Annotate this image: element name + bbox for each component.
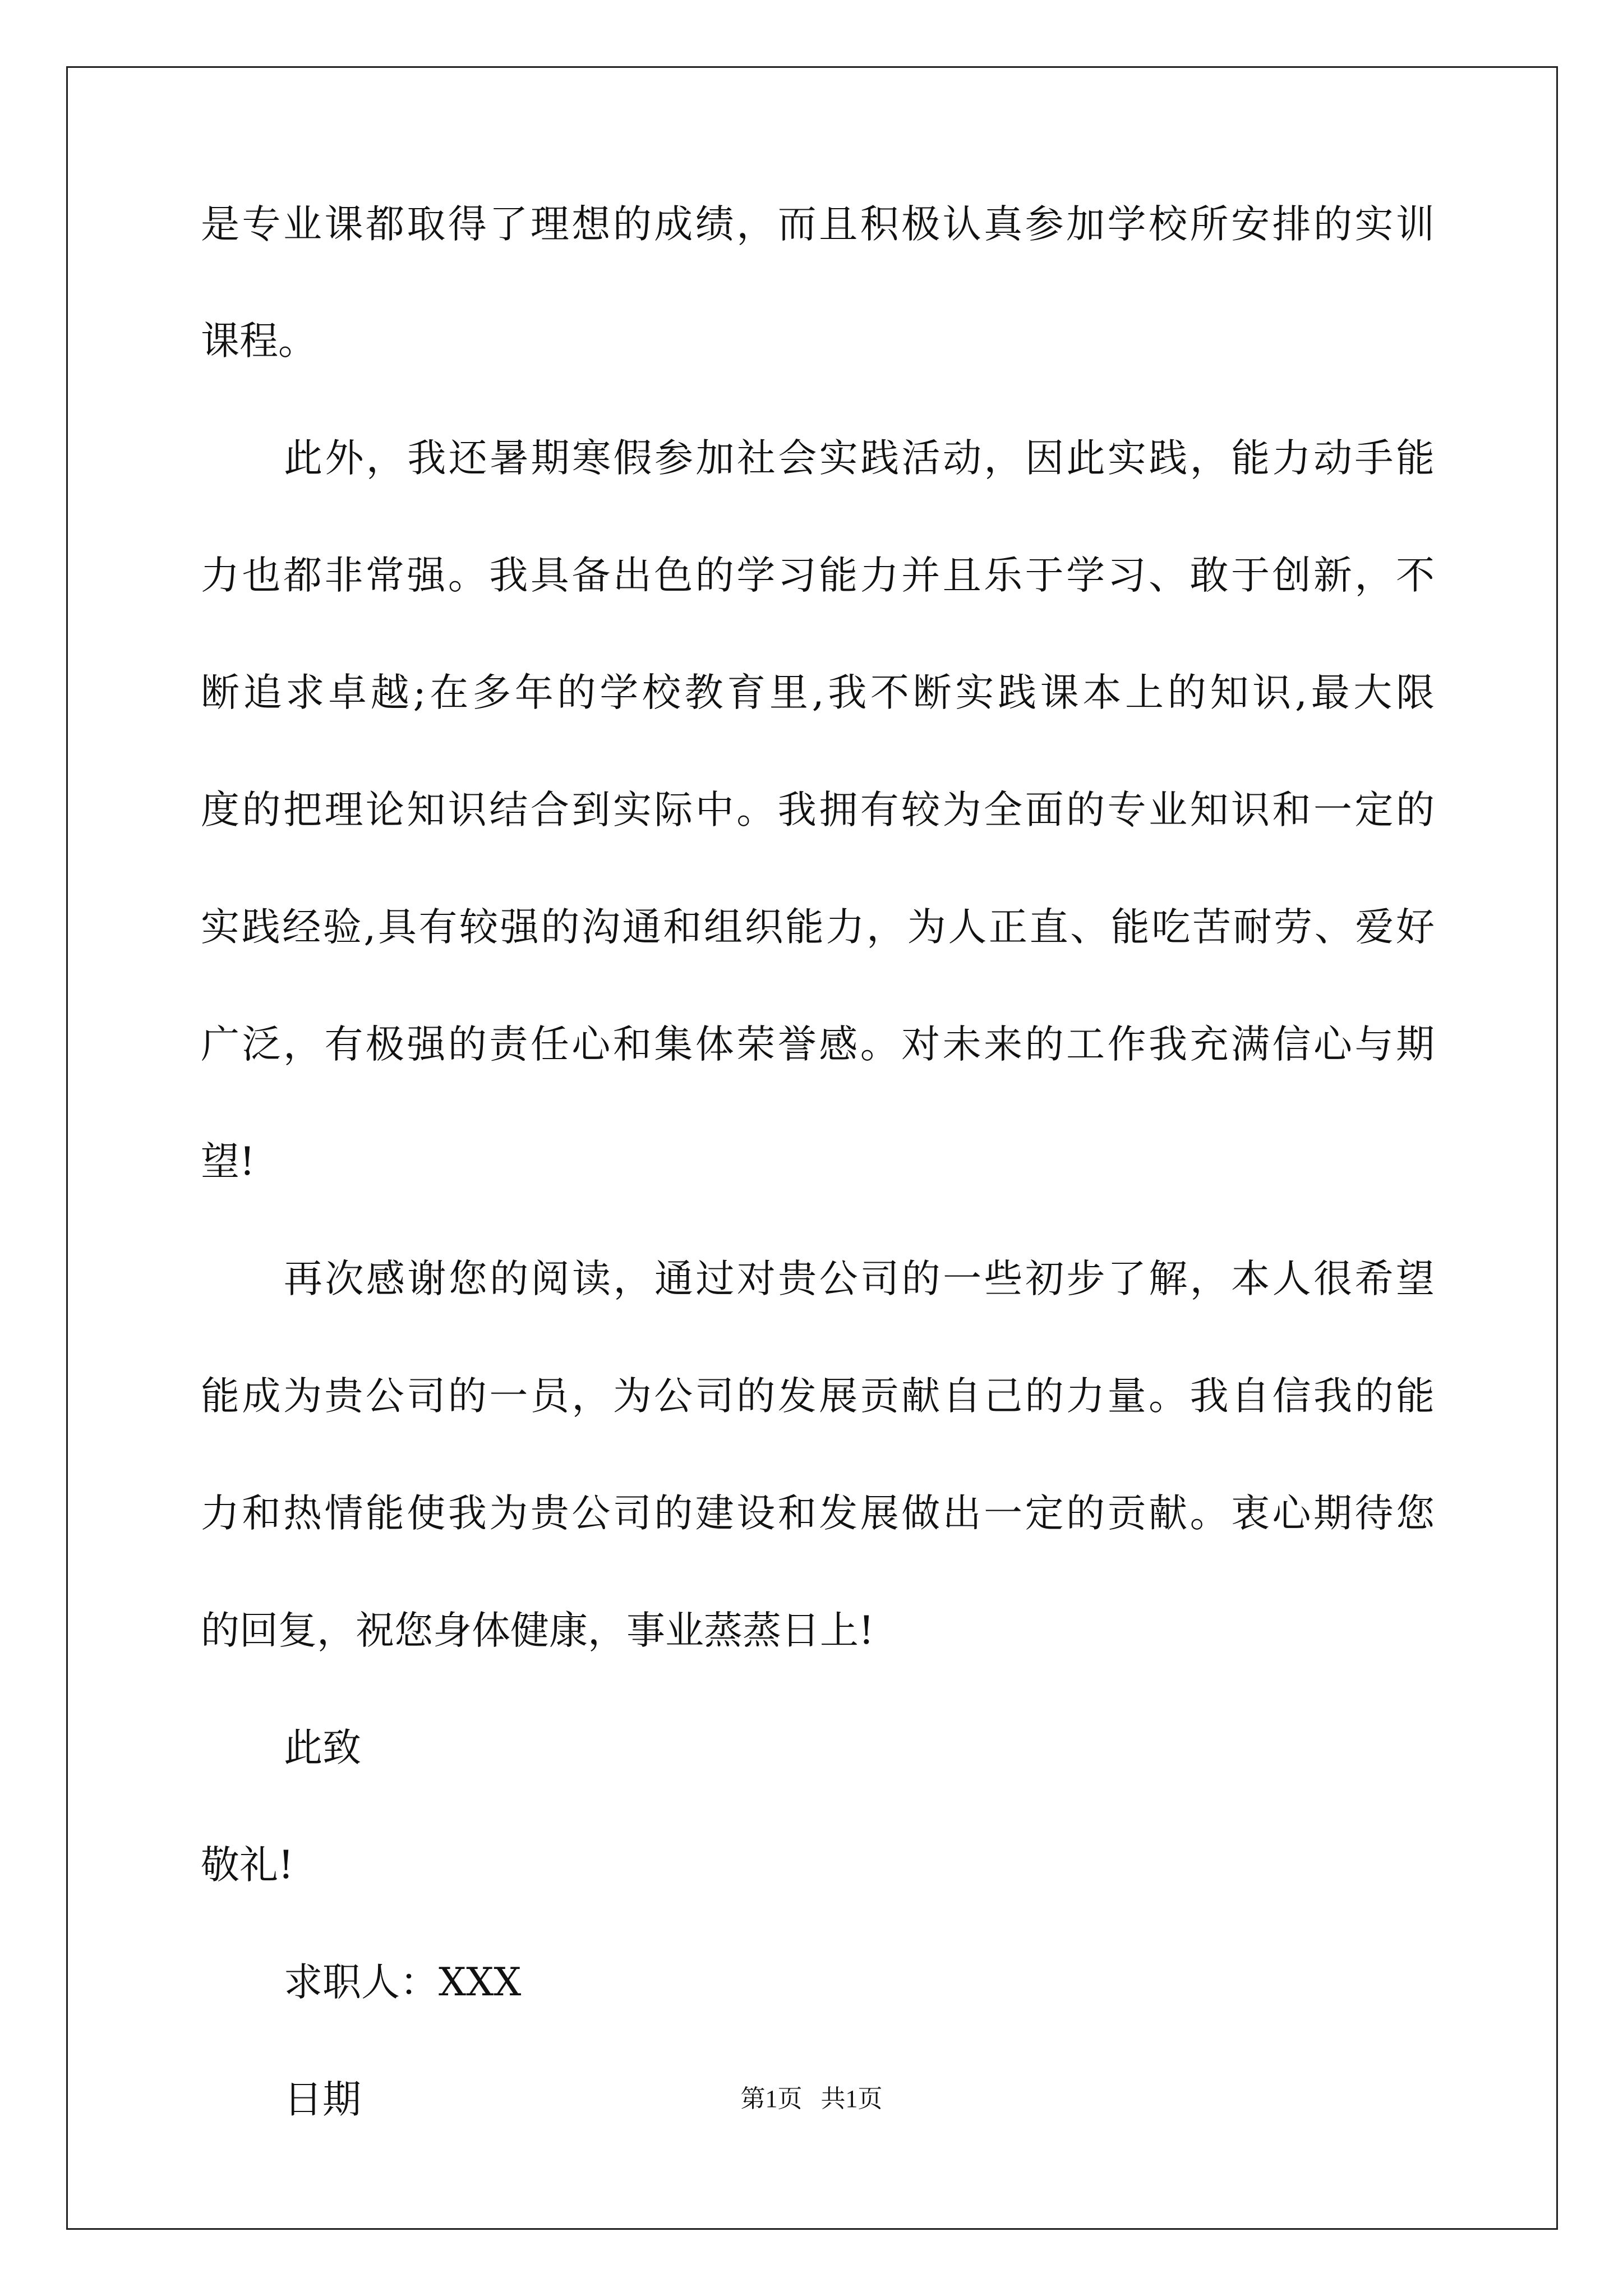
body-text-line: 力和热情能使我为贵公司的建设和发展做出一定的贡献。衷心期待您 [201,1491,1435,1536]
body-text-line: 广泛，有极强的责任心和集体荣誉感。对未来的工作我充满信心与期 [201,1022,1435,1067]
body-text-line: 能成为贵公司的一员，为公司的发展贡献自己的力量。我自信我的能 [201,1374,1435,1419]
date-label: 日期 [284,2077,361,2122]
applicant-signature: 求职人：XXX [284,1960,522,2005]
body-text-line: 断追求卓越;在多年的学校教育里,我不断实践课本上的知识,最大限 [201,670,1435,715]
body-text-line: 实践经验,具有较强的沟通和组织能力，为人正直、能吃苦耐劳、爱好 [201,905,1435,950]
body-text-line: 望! [201,1139,255,1184]
paragraph-start-line: 此外，我还暑期寒假参加社会实践活动，因此实践，能力动手能 [284,436,1435,481]
paragraph-start-line: 再次感谢您的阅读，通过对贵公司的一些初步了解，本人很希望 [284,1257,1435,1301]
body-text-line: 是专业课都取得了理想的成绩，而且积极认真参加学校所安排的实训 [201,202,1435,247]
page-border [66,66,1558,2230]
body-text-line: 力也都非常强。我具备出色的学习能力并且乐于学习、敢于创新，不 [201,553,1435,598]
body-text-line: 的回复，祝您身体健康，事业蒸蒸日上! [201,1608,874,1653]
body-text-line: 课程。 [201,319,317,364]
closing-regards: 敬礼! [201,1843,294,1888]
body-text-line: 度的把理论知识结合到实际中。我拥有较为全面的专业知识和一定的 [201,788,1435,832]
page-number-footer: 第1页 共1页 [740,2085,883,2113]
closing-salutation: 此致 [284,1726,361,1770]
